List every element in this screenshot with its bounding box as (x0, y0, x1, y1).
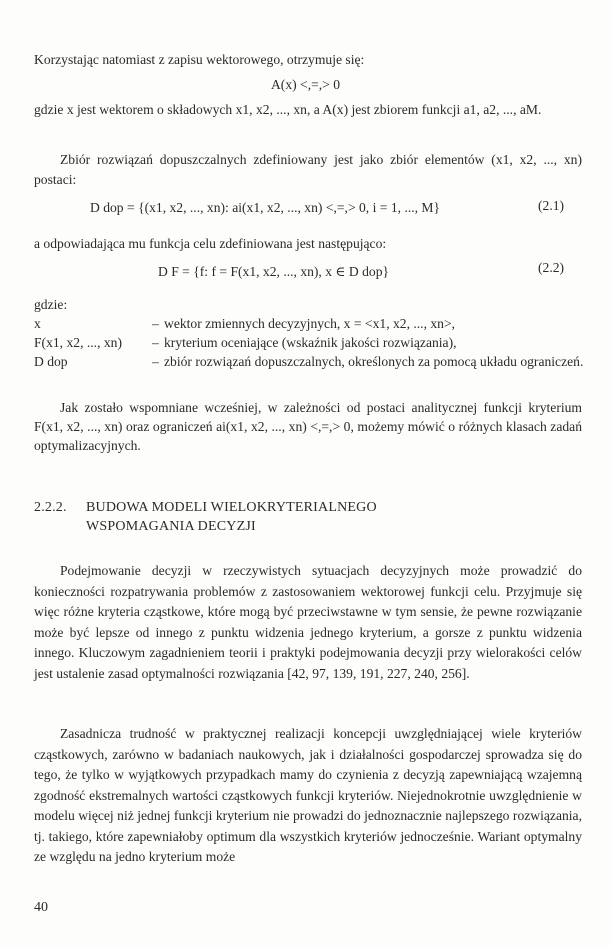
objective-paragraph: a odpowiadająca mu funkcja celu zdefiniowana jest następująco: (34, 236, 387, 251)
section-heading (34, 498, 554, 536)
definition-term: x (34, 316, 41, 331)
where-paragraph: gdzie x jest wektorem o składowych x1, x2, ..., xn, a A(x) jest zbiorem funkcji a1, a2, ..., aM. (34, 102, 542, 117)
feasible-set-paragraph: Zbiór rozwiązań dopuszczalnych zdefiniowany jest jako zbiór elementów (x1, x2, ..., xn) postaci: (34, 152, 582, 187)
definition-term: D dop (34, 354, 68, 369)
where-label: gdzie: (34, 297, 68, 312)
definition-term: F(x1, x2, ..., xn) (34, 335, 122, 350)
equation-number-2-2: (2.2) (538, 260, 565, 275)
equation-2-2: D F = {f: f = F(x1, x2, ..., xn), x ∈ D dop} (158, 264, 390, 279)
section-title-line2: WSPOMAGANIA DECYZJI (86, 519, 256, 534)
definition-desc: zbiór rozwiązań dopuszczalnych, określonych za pomocą układu ograniczeń. (164, 354, 584, 369)
body-paragraph-1: Podejmowanie decyzji w rzeczywistych sytuacjach decyzyjnych może prowadzić do konieczności rozpatrywania problemów z zastosowaniem wektorowej funkcji celu. Przyjmuje się więc różne kryteria cząstkowe, które mogą być przeciwstawne w tym sensie, że pewne rozwiązanie może być lepsze od innego z punktu widzenia jednego kryterium, a gorsze z punktu widzenia innego. Kluczowym zagadnieniem teorii i praktyki podejmowania decyzji przy wielorakości celów jest ustalenie zasad optymalności rozwiązania [42, 97, 139, 191, 227, 240, 256]. (34, 563, 582, 681)
definition-dash: – (152, 316, 159, 331)
definition-dash: – (152, 354, 159, 369)
definition-desc: kryterium oceniające (wskaźnik jakości rozwiązania), (164, 335, 457, 350)
equation-vector: A(x) <,=,> 0 (270, 77, 341, 92)
intro-text: Korzystając natomiast z zapisu wektorowego, otrzymuje się: (34, 52, 365, 67)
classes-paragraph: Jak zostało wspomniane wcześniej, w zależności od postaci analitycznej funkcji kryterium F(x1, x2, ..., xn) oraz ograniczeń ai(x1, x2, ..., xn) <,=,> 0, możemy mówić o różnych klasach zadań optymalizacyjnych. (34, 400, 582, 454)
equation-number-2-1: (2.1) (538, 198, 565, 213)
definition-desc: wektor zmiennych decyzyjnych, x = <x1, x2, ..., xn>, (164, 316, 456, 331)
equation-2-1: D dop = {(x1, x2, ..., xn): ai(x1, x2, ..., xn) <,=,> 0, i = 1, ..., M} (90, 200, 441, 215)
section-title-line1: BUDOWA MODELI WIELOKRYTERIALNEGO (86, 500, 377, 515)
body-paragraph-2: Zasadnicza trudność w praktycznej realizacji koncepcji uwzględniającej wiele kryteriów cząstkowych, zarówno w badaniach naukowych, jak i działalności gospodarczej sprowadza się do tego, że tylko w wyjątkowych przypadkach mamy do czynienia z decyzją zapewniającą wzajemną zgodność ekstremalnych wartości cząstkowych funkcji kryteriów. Niejednokrotnie uwzględnienie w modelu więcej niż jednej funkcji kryterium nie prowadzi do jednoznacznie najlepszego rozwiązania, tj. takiego, które zapewniałoby optimum dla wszystkich kryteriów jednocześnie. Wariant optymalny ze względu na jedno kryterium może (34, 726, 582, 864)
definition-dash: – (152, 335, 159, 350)
page-number: 40 (34, 900, 48, 915)
section-number: 2.2.2. (34, 500, 67, 515)
